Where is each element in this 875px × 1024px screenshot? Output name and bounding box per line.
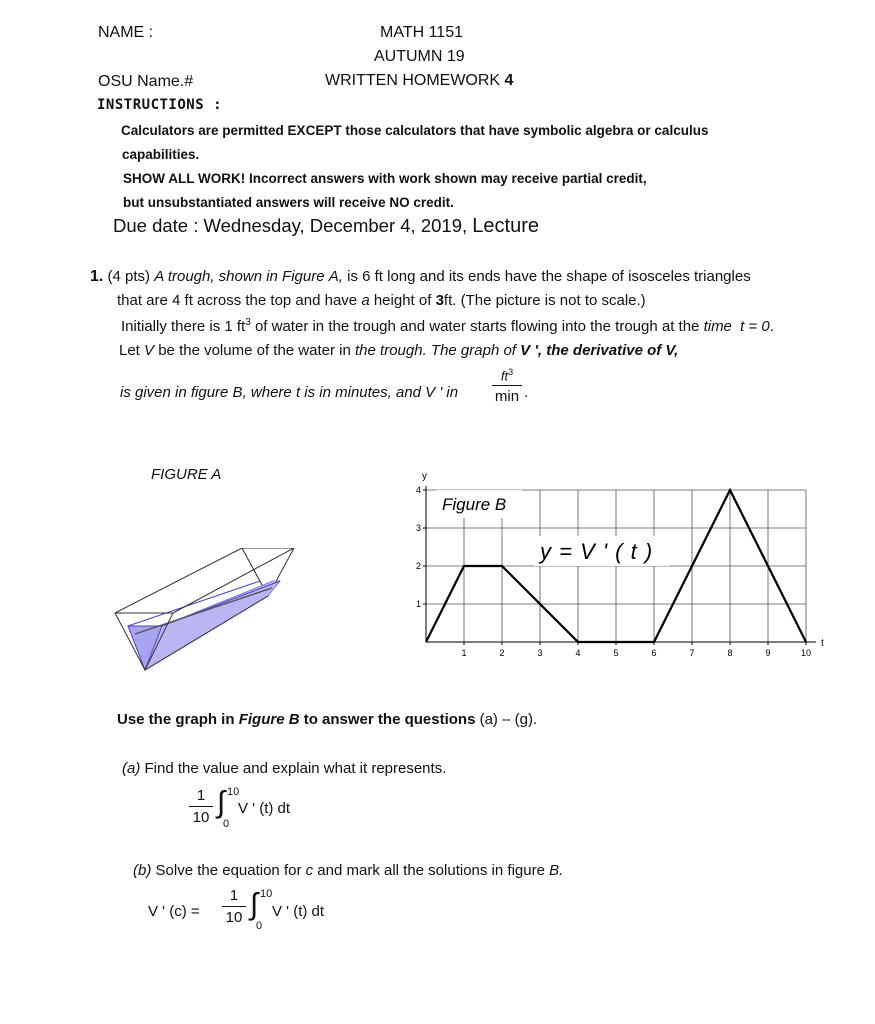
question-b-var: c bbox=[305, 862, 314, 879]
p1-text: V ', bbox=[520, 342, 543, 359]
problem-points: (4 pts) bbox=[107, 268, 151, 285]
integral-b-fraction bbox=[222, 888, 246, 925]
fraction-denominator: 10 bbox=[192, 809, 210, 826]
figure-b-chart bbox=[400, 466, 840, 661]
y-tick-label: 1 bbox=[415, 599, 421, 609]
p1-text: A trough, shown in Figure bbox=[154, 268, 325, 285]
unit-numerator bbox=[492, 368, 522, 382]
instructions-line-4: but unsubstantiated answers will receive NO credit. bbox=[123, 195, 454, 210]
trough-illustration bbox=[110, 548, 295, 676]
integral-b-symbol: ∫ bbox=[250, 888, 259, 921]
equation-b-lhs: V ' (c) = bbox=[148, 903, 200, 920]
x-tick-label: 6 bbox=[651, 648, 657, 658]
osu-name-label: OSU Name.# bbox=[98, 73, 194, 90]
q-intro-text: to answer the questions bbox=[303, 711, 476, 728]
chart-equation: y = V ' ( t ) bbox=[540, 539, 654, 564]
integral-a-lower: 0 bbox=[223, 818, 230, 830]
name-label: NAME : bbox=[98, 24, 154, 41]
due-date-label: Due date : bbox=[113, 215, 199, 236]
course-code: MATH 1151 bbox=[380, 24, 463, 41]
fraction-bar bbox=[222, 906, 246, 907]
figure-b-label: Figure B bbox=[442, 495, 507, 514]
due-date-session: Lecture bbox=[472, 215, 539, 237]
instructions-line-2: capabilities. bbox=[122, 147, 200, 162]
fraction-denominator: 10 bbox=[225, 909, 243, 926]
p1-text: Initially there is 1 ft bbox=[121, 318, 246, 335]
p1-text: the derivative of V, bbox=[546, 342, 679, 359]
y-tick-label: 4 bbox=[415, 485, 421, 495]
unit-period: . bbox=[524, 384, 529, 401]
homework-number: 4 bbox=[504, 72, 514, 89]
problem-1-line-4 bbox=[119, 342, 678, 359]
integral-b-integrand: V ' (t) dt bbox=[272, 903, 325, 920]
instructions-heading: INSTRUCTIONS : bbox=[97, 97, 223, 113]
p1-text: V bbox=[144, 342, 155, 359]
x-tick-label: 10 bbox=[800, 648, 812, 658]
q-intro-figure: Figure B bbox=[238, 711, 300, 728]
integral-a-symbol: ∫ bbox=[217, 786, 226, 819]
unit-fraction bbox=[492, 368, 522, 404]
p1-text: ft. bbox=[443, 292, 457, 309]
p1-text: 3 bbox=[245, 317, 251, 328]
unit-ft: ft bbox=[500, 368, 509, 384]
unit-exponent: 3 bbox=[508, 367, 514, 377]
x-tick-label: 9 bbox=[765, 648, 771, 658]
term: AUTUMN 19 bbox=[374, 48, 465, 65]
p1-text: t bbox=[295, 384, 301, 401]
problem-1-line-2 bbox=[117, 292, 646, 309]
x-tick-label: 2 bbox=[499, 648, 505, 658]
p1-text: . bbox=[769, 318, 774, 335]
questions-intro bbox=[117, 711, 537, 728]
x-tick-label: 1 bbox=[461, 648, 467, 658]
homework-title bbox=[325, 72, 513, 90]
p1-text: be the volume of the water in bbox=[158, 342, 351, 359]
q-intro-text: Use the graph in bbox=[117, 711, 235, 728]
unit-denominator: min bbox=[494, 388, 520, 406]
p1-text: is 6 ft long and its ends have the shape of isosceles triangles bbox=[347, 268, 751, 285]
question-b bbox=[133, 862, 563, 879]
question-a-text: Find the value and explain what it represents. bbox=[144, 760, 447, 777]
p1-text: of water in the trough and water starts flowing into the trough at the bbox=[254, 318, 700, 335]
p1-text: height of bbox=[373, 292, 432, 309]
integral-a-fraction bbox=[189, 788, 213, 825]
y-tick-label: 3 bbox=[415, 523, 421, 533]
due-date bbox=[113, 215, 539, 238]
q-intro-range: (a) – (g). bbox=[479, 711, 538, 728]
problem-1-line-1 bbox=[90, 268, 751, 286]
fraction-bar bbox=[492, 385, 522, 386]
p1-text: (The picture is not to scale.) bbox=[460, 292, 646, 309]
instructions-line-1: Calculators are permitted EXCEPT those calculators that have symbolic algebra or calculus bbox=[121, 123, 709, 138]
question-b-label: (b) bbox=[133, 862, 152, 879]
x-axis-label: t bbox=[821, 638, 824, 649]
problem-1-line-5 bbox=[120, 384, 458, 401]
p1-text: is in minutes, and V ' in bbox=[304, 384, 459, 401]
x-tick-label: 7 bbox=[689, 648, 695, 658]
question-b-figure: B. bbox=[549, 862, 564, 879]
y-tick-label: 2 bbox=[415, 561, 421, 571]
x-tick-label: 4 bbox=[575, 648, 581, 658]
p1-text: A, bbox=[328, 268, 343, 285]
p1-text: is given in figure B, where bbox=[120, 384, 292, 401]
integral-b-lower: 0 bbox=[256, 920, 263, 932]
homework-title-text: WRITTEN HOMEWORK bbox=[325, 72, 501, 89]
instructions-line-3: SHOW ALL WORK! Incorrect answers with work shown may receive partial credit, bbox=[123, 171, 647, 186]
due-date-value: Wednesday, December 4, 2019, bbox=[203, 215, 468, 236]
problem-1-line-3 bbox=[121, 317, 774, 335]
fraction-numerator: 1 bbox=[196, 787, 206, 804]
question-b-text: Solve the equation for bbox=[155, 862, 302, 879]
question-a-label: (a) bbox=[122, 760, 141, 777]
fraction-numerator: 1 bbox=[229, 887, 239, 904]
question-b-text: and mark all the solutions in figure bbox=[317, 862, 545, 879]
p1-text: t = 0 bbox=[740, 318, 770, 335]
integral-a-integrand: V ' (t) dt bbox=[238, 800, 291, 817]
x-tick-label: 8 bbox=[727, 648, 733, 658]
integral-a-upper: 10 bbox=[227, 786, 240, 798]
p1-text: Let bbox=[119, 342, 140, 359]
p1-text: 3 bbox=[435, 292, 444, 309]
x-tick-label: 5 bbox=[613, 648, 619, 658]
p1-text: a bbox=[361, 292, 370, 309]
integral-b-upper: 10 bbox=[260, 888, 273, 900]
y-axis-label: y bbox=[422, 471, 427, 482]
figure-a-label: FIGURE A bbox=[151, 466, 222, 483]
p1-text: that are 4 ft across the top and have bbox=[117, 292, 358, 309]
p1-text: the trough. The graph of bbox=[355, 342, 516, 359]
x-tick-label: 3 bbox=[537, 648, 543, 658]
problem-number: 1. bbox=[90, 268, 104, 285]
fraction-bar bbox=[189, 806, 213, 807]
question-a bbox=[122, 760, 446, 777]
p1-text: time bbox=[703, 318, 732, 335]
